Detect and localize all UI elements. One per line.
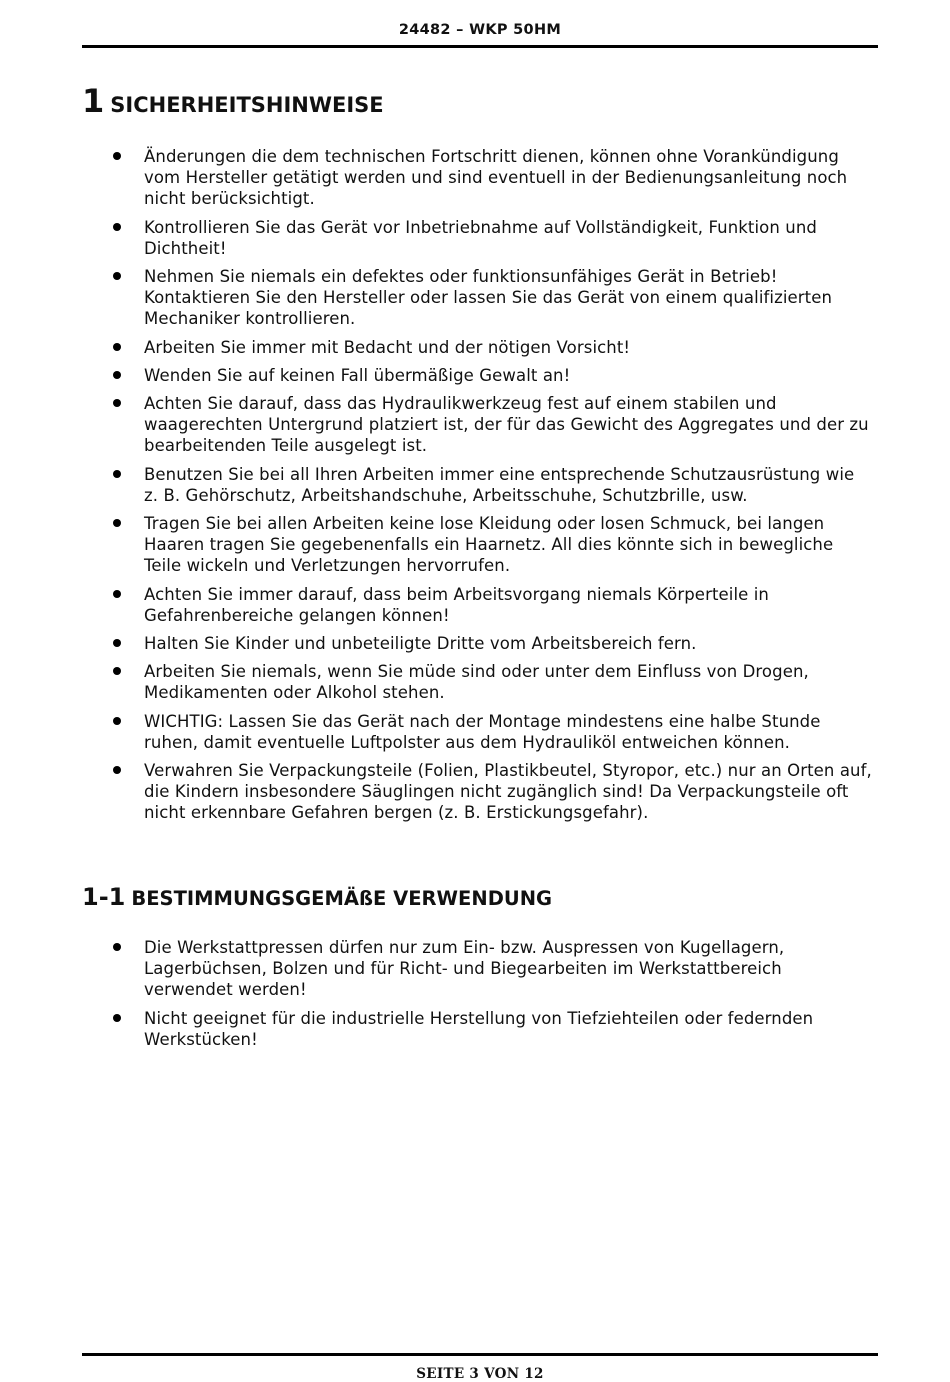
bullet-icon: [113, 1014, 121, 1022]
section-title: BESTIMMUNGSGEMÄßE VERWENDUNG: [131, 887, 553, 910]
list-item-text: Nehmen Sie niemals ein defektes oder funktionsunfähiges Gerät in Betrieb! Kontaktieren Sie den Hersteller oder lassen Sie das Gerät von einem qualifizierten Mechaniker kontrollieren.: [144, 267, 833, 329]
list-item-text: Verwahren Sie Verpackungsteile (Folien, Plastikbeutel, Styropor, etc.) nur an Orten auf, die Kindern insbesondere Säuglingen nicht zugänglich sind! Da Verpackungsteile oft nicht erkennbare Gefahren bergen (z. B. Erstickungsgefahr).: [144, 761, 872, 823]
list-item-text: Halten Sie Kinder und unbeteiligte Dritte vom Arbeitsbereich fern.: [144, 634, 697, 654]
bullet-icon: [113, 717, 121, 725]
list-item: [82, 584, 872, 626]
section-heading-intended-use: [82, 883, 552, 911]
bullet-icon: [113, 399, 121, 407]
list-item-text: Nicht geeignet für die industrielle Herstellung von Tiefziehteilen oder federnden Werkstücken!: [144, 1008, 814, 1049]
intended-use-list: [82, 937, 872, 1057]
bullet-icon: [113, 667, 121, 675]
bullet-icon: [113, 590, 121, 598]
list-item-text: Arbeiten Sie immer mit Bedacht und der nötigen Vorsicht!: [144, 337, 631, 357]
bullet-icon: [113, 371, 121, 379]
bullet-icon: [113, 639, 121, 647]
list-item: [82, 633, 872, 654]
list-item: [82, 146, 872, 210]
list-item-text: Wenden Sie auf keinen Fall übermäßige Gewalt an!: [144, 365, 571, 385]
section-number: 1: [82, 82, 105, 120]
list-item: [82, 711, 872, 753]
section-title: SICHERHEITSHINWEISE: [110, 93, 384, 117]
bullet-icon: [113, 152, 121, 160]
list-item: [82, 464, 872, 506]
bullet-icon: [113, 343, 121, 351]
list-item-text: Tragen Sie bei allen Arbeiten keine lose Kleidung oder losen Schmuck, bei langen Haaren tragen Sie gegebenenfalls ein Haarnetz. All dies könnte sich in bewegliche Teile wickeln und Verletzungen hervorrufen.: [144, 514, 834, 576]
list-item-text: Kontrollieren Sie das Gerät vor Inbetriebnahme auf Vollständigkeit, Funktion und Dichtheit!: [144, 217, 817, 258]
list-item: [82, 266, 872, 330]
list-item: [82, 513, 872, 577]
list-item: [82, 661, 872, 703]
page-header: 24482 – WKP 50HM: [398, 22, 562, 38]
list-item-text: Achten Sie darauf, dass das Hydraulikwerkzeug fest auf einem stabilen und waagerechten Untergrund platziert ist, der für das Gewicht des Aggregates und der zu bearbeitenden Teile ausgelegt ist.: [144, 394, 869, 456]
list-item-text: Benutzen Sie bei all Ihren Arbeiten immer eine entsprechende Schutzausrüstung wie z. B. Gehörschutz, Arbeitshandschuhe, Arbeitsschuhe, Schutzbrille, usw.: [144, 464, 855, 505]
list-item-text: Achten Sie immer darauf, dass beim Arbeitsvorgang niemals Körperteile in Gefahrenbereiche gelangen können!: [144, 584, 769, 625]
list-item: [82, 217, 872, 259]
bullet-icon: [113, 223, 121, 231]
list-item-text: Die Werkstattpressen dürfen nur zum Ein- bzw. Auspressen von Kugellagern, Lagerbüchsen, Bolzen und für Richt- und Biegearbeiten im Werkstattbereich verwendet werden!: [144, 938, 785, 1000]
list-item: [82, 365, 872, 386]
bullet-icon: [113, 519, 121, 527]
list-item-text: Arbeiten Sie niemals, wenn Sie müde sind oder unter dem Einfluss von Drogen, Medikamenten oder Alkohol stehen.: [144, 662, 809, 703]
footer-rule: [82, 1353, 878, 1356]
list-item: [82, 337, 872, 358]
list-item-text: Änderungen die dem technischen Fortschritt dienen, können ohne Vorankündigung vom Hersteller getätigt werden und sind eventuell in der Bedienungsanleitung noch nicht berücksichtigt.: [144, 147, 848, 209]
list-item-text: WICHTIG: Lassen Sie das Gerät nach der Montage mindestens eine halbe Stunde ruhen, damit eventuelle Luftpolster aus dem Hydrauliköl entweichen können.: [144, 711, 821, 752]
section-number: 1-1: [82, 883, 126, 911]
section-heading-safety: [82, 82, 384, 120]
list-item: [82, 760, 872, 824]
bullet-icon: [113, 272, 121, 280]
list-item: [82, 393, 872, 457]
header-rule: [82, 45, 878, 48]
bullet-icon: [113, 766, 121, 774]
bullet-icon: [113, 470, 121, 478]
list-item: [82, 1008, 872, 1050]
bullet-icon: [113, 943, 121, 951]
safety-list: [82, 146, 872, 831]
page-footer: SEITE 3 VON 12: [416, 1366, 544, 1382]
list-item: [82, 937, 872, 1001]
